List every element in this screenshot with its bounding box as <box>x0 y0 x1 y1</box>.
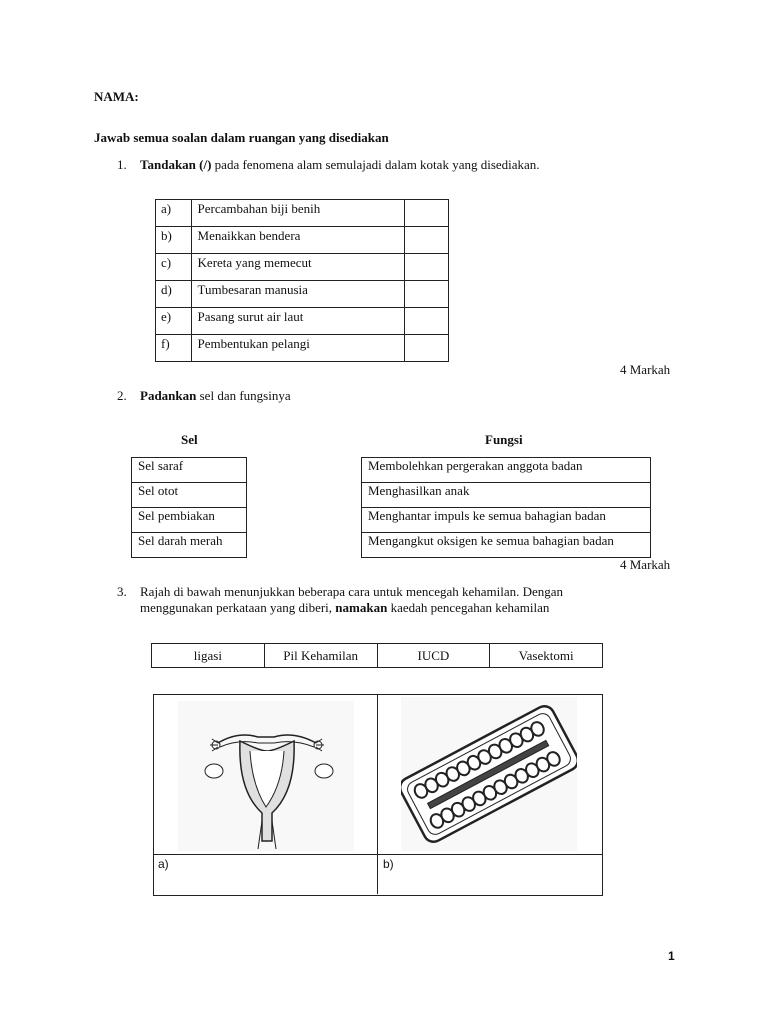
option-word: Pil Kehamilan <box>264 644 377 668</box>
sel-item[interactable]: Sel otot <box>132 483 247 508</box>
q1-row-text: Percambahan biji benih <box>191 200 405 227</box>
q3-line2-bold: namakan <box>335 600 388 615</box>
fungsi-table <box>361 457 651 558</box>
q1-row-text: Menaikkan bendera <box>191 227 405 254</box>
q1-row-text: Kereta yang memecut <box>191 254 405 281</box>
fungsi-row <box>362 533 651 558</box>
sel-table <box>131 457 247 558</box>
sel-item[interactable]: Sel darah merah <box>132 533 247 558</box>
fungsi-item[interactable]: Membolehkan pergerakan anggota badan <box>362 458 651 483</box>
q1-tick-box[interactable] <box>405 254 449 281</box>
option-word: ligasi <box>152 644 265 668</box>
q1-tick-box[interactable] <box>405 308 449 335</box>
q3-line2 <box>140 600 549 616</box>
q1-lead-bold: Tandakan (/) <box>140 157 212 172</box>
fungsi-item[interactable]: Menghasilkan anak <box>362 483 651 508</box>
q3-line2-pre: menggunakan perkataan yang diberi, <box>140 600 336 615</box>
q1-row-letter: b) <box>156 227 192 254</box>
fungsi-item[interactable]: Menghantar impuls ke semua bahagian badan <box>362 508 651 533</box>
fungsi-row <box>362 483 651 508</box>
q1-row-letter: a) <box>156 200 192 227</box>
sel-row <box>132 508 247 533</box>
q2-marks: 4 Markah <box>620 557 671 572</box>
q1-lead-rest: pada fenomena alam semulajadi dalam kotak yang disediakan. <box>211 157 540 172</box>
q1-question <box>140 157 540 173</box>
q1-marks: 4 Markah <box>620 362 671 377</box>
option-word: Vasektomi <box>490 644 603 668</box>
sel-item[interactable]: Sel pembiakan <box>132 508 247 533</box>
sel-item[interactable]: Sel saraf <box>132 458 247 483</box>
q1-row <box>156 200 449 227</box>
q1-row <box>156 335 449 362</box>
q1-row-text: Pembentukan pelangi <box>191 335 405 362</box>
q1-row <box>156 281 449 308</box>
q1-number: 1. <box>117 157 127 172</box>
diagram-divider <box>377 695 378 894</box>
fungsi-item[interactable]: Mengangkut oksigen ke semua bahagian badan <box>362 533 651 558</box>
instruction: Jawab semua soalan dalam ruangan yang disediakan <box>94 130 389 145</box>
q2-col-sel: Sel <box>181 432 198 447</box>
q1-tick-box[interactable] <box>405 335 449 362</box>
q2-lead-rest: sel dan fungsinya <box>196 388 291 403</box>
q1-row-letter: c) <box>156 254 192 281</box>
q3-line1: Rajah di bawah menunjukkan beberapa cara untuk mencegah kehamilan. Dengan <box>140 584 564 599</box>
options-table <box>151 643 603 668</box>
sel-row <box>132 533 247 558</box>
q3-number: 3. <box>117 584 127 599</box>
q1-row-text: Pasang surut air laut <box>191 308 405 335</box>
q1-row-letter: f) <box>156 335 192 362</box>
q1-row-text: Tumbesaran manusia <box>191 281 405 308</box>
nama-label: NAMA: <box>94 89 139 104</box>
q2-question <box>140 388 291 404</box>
q1-row-letter: d) <box>156 281 192 308</box>
q3-line2-post: kaedah pencegahan kehamilan <box>387 600 550 615</box>
fungsi-row <box>362 508 651 533</box>
sel-row <box>132 483 247 508</box>
q2-col-fungsi: Fungsi <box>485 432 523 447</box>
q2-lead-bold: Padankan <box>140 388 197 403</box>
q1-row-letter: e) <box>156 308 192 335</box>
option-word: IUCD <box>377 644 490 668</box>
answer-a-label: a) <box>158 857 169 871</box>
answer-b-label: b) <box>383 857 394 871</box>
q1-row <box>156 308 449 335</box>
answer-row-line <box>154 854 602 855</box>
q1-row <box>156 227 449 254</box>
fungsi-row <box>362 458 651 483</box>
q2-number: 2. <box>117 388 127 403</box>
uterus-diagram <box>178 701 354 851</box>
pill-pack-diagram <box>401 697 577 851</box>
q1-tick-box[interactable] <box>405 200 449 227</box>
q1-tick-box[interactable] <box>405 281 449 308</box>
diagram-table <box>153 694 603 896</box>
q1-row <box>156 254 449 281</box>
sel-row <box>132 458 247 483</box>
page-number: 1 <box>668 949 675 963</box>
q1-tick-box[interactable] <box>405 227 449 254</box>
q1-table <box>155 199 449 362</box>
